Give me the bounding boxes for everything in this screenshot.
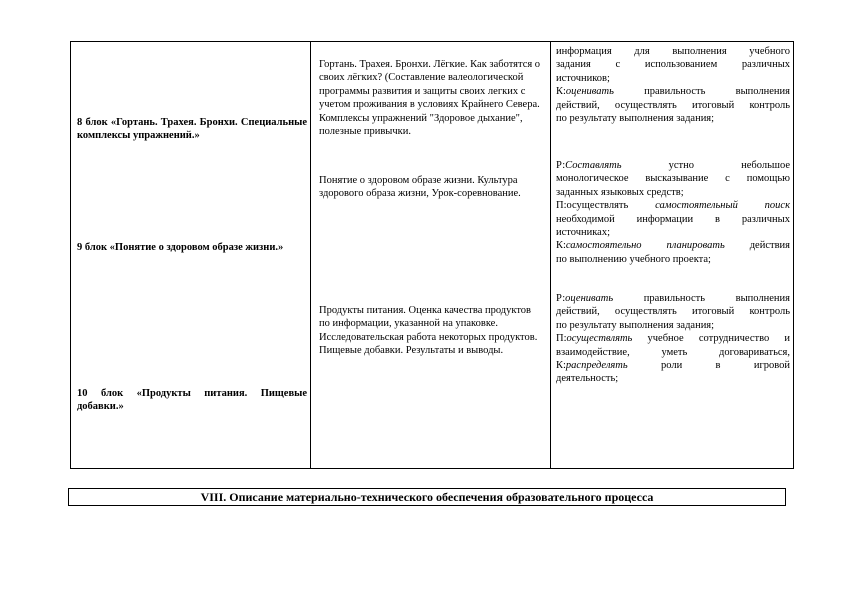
uud-group-1 [556,45,790,125]
block-8-content: Гортань. Трахея. Бронхи. Лёгкие. Как заботятся о своих лёгких? (Составление валеологической программы развития и защиты своих легких с учетом проживания в условиях Крайнего Севера. Комплексы упражнений "Здоровое дыхание", полезные привычки. [319,59,541,138]
uud-verb: осуществлять [566,333,633,345]
uud-line: действий, осуществлять итоговый контроль [556,99,790,111]
uud-line: информация для выполнения учебного [556,46,790,57]
uud-line: по результату выполнения задания; [556,113,715,125]
uud-line: Р:оценивать правильность выполнения [556,293,790,304]
uud-line: К:самостоятельно планировать действия [556,240,790,252]
uud-line: источниках; [556,227,610,239]
uud-line: по выполнению учебного проекта; [556,253,711,265]
uud-verb: оценивать [565,293,614,304]
uud-line: заданных языковых средств; [556,186,684,198]
uud-line: П:осуществлять учебное сотрудничество и [556,333,790,345]
block-8-title: 8 блок «Гортань. Трахея. Бронхи. Специальные комплексы упражнений.» [77,117,307,142]
section-heading: VIII. Описание материально-технического обеспечения образовательного процесса [68,488,786,506]
uud-line: К:оценивать правильность выполнения [556,86,790,98]
uud-group-3 [556,292,790,386]
block-10-title: 10 блок «Продукты питания. Пищевые добавки.» [77,388,307,413]
uud-verb: самостоятельный поиск [655,200,790,212]
uud-line: необходимой информации в различных [556,213,790,225]
uud-verb: Составлять [565,160,622,171]
uud-line: источников; [556,72,610,84]
uud-line: взаимодействие, уметь договариваться, [556,346,790,358]
block-10-content: Продукты питания. Оценка качества продуктов по информации, указанной на упаковке. Исследовательская работа некоторых продуктов. Пищевые добавки. Результаты и выводы. [319,305,538,357]
column-divider [550,42,551,468]
uud-line: действий, осуществлять итоговый контроль [556,306,790,318]
uud-line: К:распределять роли в игровой [556,360,790,372]
uud-group-2 [556,159,790,266]
uud-line: монологическое высказывание с помощью [556,173,790,185]
program-table [70,41,794,469]
uud-verb: распределять [565,360,628,372]
uud-line: Р:Составлять устно небольшое [556,160,790,171]
uud-verb: самостоятельно планировать [565,240,725,252]
uud-line: задания с использованием различных [556,59,790,71]
column-divider [310,42,311,468]
uud-line: П:осуществлять самостоятельный поиск [556,200,790,212]
uud-line: деятельность; [556,373,619,385]
block-9-title: 9 блок «Понятие о здоровом образе жизни.» [77,242,284,253]
uud-line: по результату выполнения задания; [556,319,715,331]
uud-verb: оценивать [565,86,614,98]
block-9-content: Понятие о здоровом образе жизни. Культура здорового образа жизни, Урок-соревнование. [319,175,521,200]
